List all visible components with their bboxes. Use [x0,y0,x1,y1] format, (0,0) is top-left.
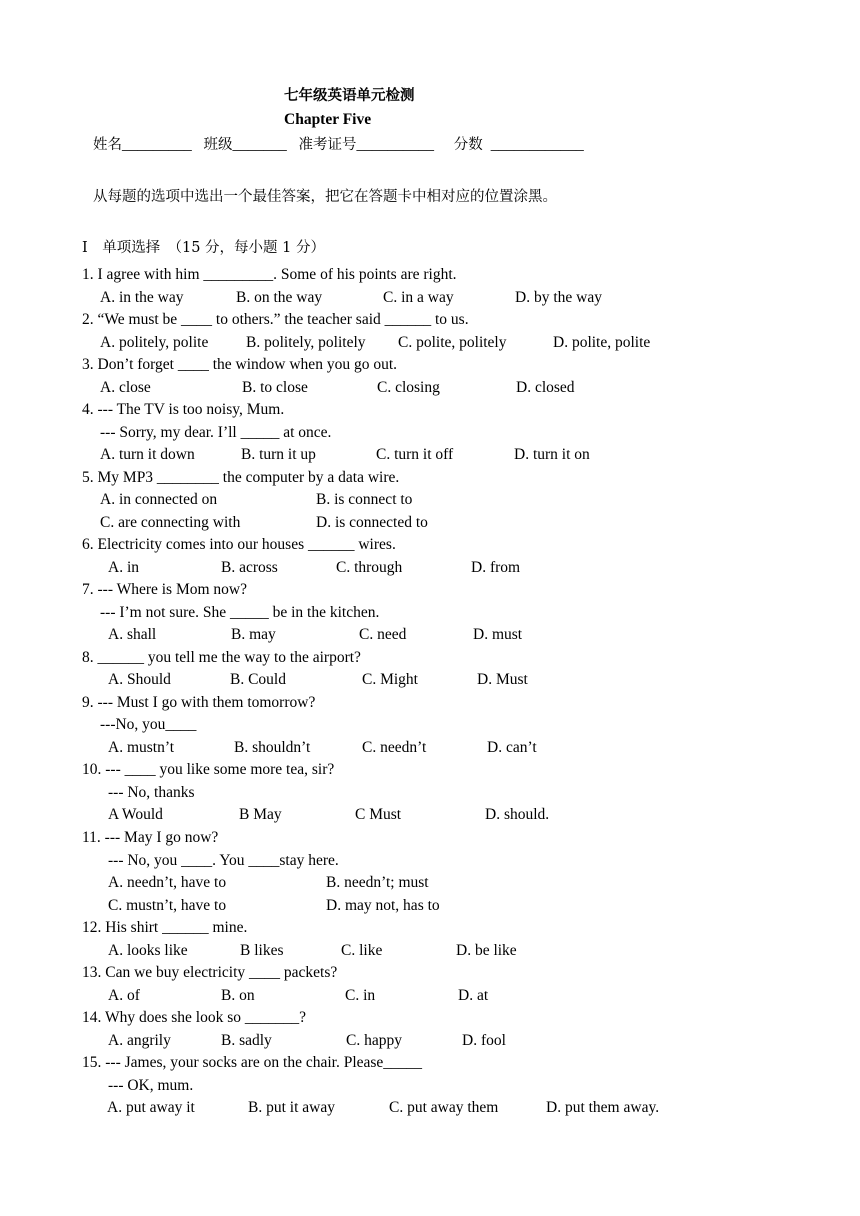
question-text: 3. Don’t forget ____ the window when you go out. [82,356,397,373]
question-text: --- No, you ____. You ____stay here. [108,852,339,869]
exam-number-blank[interactable]: __________ [356,136,434,153]
class-label: 班级 [203,137,233,153]
question-text: 1. I agree with him _________. Some of his points are right. [82,266,457,283]
answer-option[interactable]: B. put it away [248,1099,335,1116]
answer-option[interactable]: B. across [221,559,278,576]
answer-option[interactable]: A. mustn’t [108,739,175,756]
answer-option[interactable]: C. are connecting with [100,514,241,531]
answer-option[interactable]: C Must [355,806,402,823]
answer-option[interactable]: C. in a way [383,289,454,306]
question-text: 15. --- James, your socks are on the chair. Please_____ [82,1054,423,1071]
answer-option[interactable]: D. be like [456,942,517,959]
question-text: 6. Electricity comes into our houses ______ wires. [82,536,396,553]
answer-option[interactable]: D. may not, has to [326,897,440,914]
answer-option[interactable]: C. in [345,987,376,1004]
question-text: 9. --- Must I go with them tomorrow? [82,694,316,711]
answer-option[interactable]: D. must [473,626,523,643]
answer-option[interactable]: C. Might [362,671,418,688]
answer-option[interactable]: B. turn it up [241,446,316,463]
answer-option[interactable]: B. on [221,987,255,1004]
answer-option[interactable]: C. happy [346,1032,402,1049]
question-text: --- OK, mum. [108,1077,194,1094]
question-text: 14. Why does she look so _______? [82,1009,307,1026]
question-text: 10. --- ____ you like some more tea, sir? [82,761,335,778]
answer-option[interactable]: A. politely, polite [100,334,209,351]
class-blank[interactable]: _______ [232,136,287,153]
answer-option[interactable]: D. from [471,559,521,576]
question-text: 11. --- May I go now? [82,829,219,846]
question-text: 8. ______ you tell me the way to the airport? [82,649,361,666]
answer-option[interactable]: A. looks like [108,942,188,959]
answer-option[interactable]: A. close [100,379,151,396]
chapter-subtitle: Chapter Five [284,111,372,128]
answer-option[interactable]: B. needn’t; must [326,874,429,891]
question-text: 13. Can we buy electricity ____ packets? [82,964,338,981]
answer-option[interactable]: B. politely, politely [246,334,366,351]
answer-option[interactable]: B. sadly [221,1032,272,1049]
answer-option[interactable]: C. need [359,626,407,643]
section-title: I 单项选择 （15 分，每小题 1 分） [82,240,325,256]
question-text: --- Sorry, my dear. I’ll _____ at once. [100,424,332,441]
question-text: 4. --- The TV is too noisy, Mum. [82,401,285,418]
answer-option[interactable]: C. turn it off [376,446,454,463]
answer-option[interactable]: A. in [108,559,139,576]
answer-option[interactable]: C. needn’t [362,739,427,756]
answer-option[interactable]: A. angrily [108,1032,171,1049]
answer-option[interactable]: B likes [240,942,284,959]
exam-number-label: 准考证号 [298,137,357,153]
answer-option[interactable]: D. at [458,987,489,1004]
answer-option[interactable]: B. may [231,626,276,643]
answer-option[interactable]: B. is connect to [316,491,413,508]
answer-option[interactable]: B. to close [242,379,308,396]
answer-option[interactable]: D. can’t [487,739,537,756]
score-label: 分数 [453,137,483,153]
answer-option[interactable]: A. shall [108,626,157,643]
answer-option[interactable]: C. polite, politely [398,334,507,351]
answer-option[interactable]: A. Should [108,671,171,688]
answer-option[interactable]: B. on the way [236,289,323,306]
question-text: 2. “We must be ____ to others.” the teacher said ______ to us. [82,311,469,328]
question-text: 12. His shirt ______ mine. [82,919,248,936]
page-title: 七年级英语单元检测 [284,87,415,104]
answer-option[interactable]: A Would [108,806,163,823]
answer-option[interactable]: D. polite, polite [553,334,651,351]
score-blank[interactable]: ____________ [490,136,584,153]
answer-option[interactable]: B. shouldn’t [234,739,311,756]
answer-option[interactable]: A. in connected on [100,491,218,508]
answer-option[interactable]: A. needn’t, have to [108,874,227,891]
question-text: --- I’m not sure. She _____ be in the kitchen. [100,604,380,621]
answer-option[interactable]: A. in the way [100,289,184,306]
question-text: 5. My MP3 ________ the computer by a data wire. [82,469,400,486]
student-info-row [93,135,584,155]
answer-option[interactable]: B May [239,806,282,823]
answer-option[interactable]: C. mustn’t, have to [108,897,227,914]
name-label: 姓名 [93,137,122,153]
answer-option[interactable]: A. of [108,987,140,1004]
answer-option[interactable]: D. closed [516,379,575,396]
answer-option[interactable]: B. Could [230,671,286,688]
answer-option[interactable]: C. closing [377,379,440,396]
answer-option[interactable]: C. through [336,559,403,576]
answer-option[interactable]: C. put away them [389,1099,499,1116]
answer-option[interactable]: D. fool [462,1032,506,1049]
answer-option[interactable]: A. turn it down [100,446,195,463]
answer-option[interactable]: D. Must [477,671,528,688]
answer-option[interactable]: D. should. [485,806,550,823]
instruction-text: 从每题的选项中选出一个最佳答案，把它在答题卡中相对应的位置涂黑。 [93,189,557,205]
answer-option[interactable]: C. like [341,942,383,959]
answer-option[interactable]: D. by the way [515,289,602,306]
question-text: 7. --- Where is Mom now? [82,581,248,598]
question-text: ---No, you____ [100,716,197,733]
answer-option[interactable]: D. put them away. [546,1099,660,1116]
answer-option[interactable]: D. turn it on [514,446,590,463]
answer-option[interactable]: A. put away it [107,1099,195,1116]
question-text: --- No, thanks [108,784,195,801]
name-blank[interactable]: _________ [122,136,192,153]
answer-option[interactable]: D. is connected to [316,514,428,531]
